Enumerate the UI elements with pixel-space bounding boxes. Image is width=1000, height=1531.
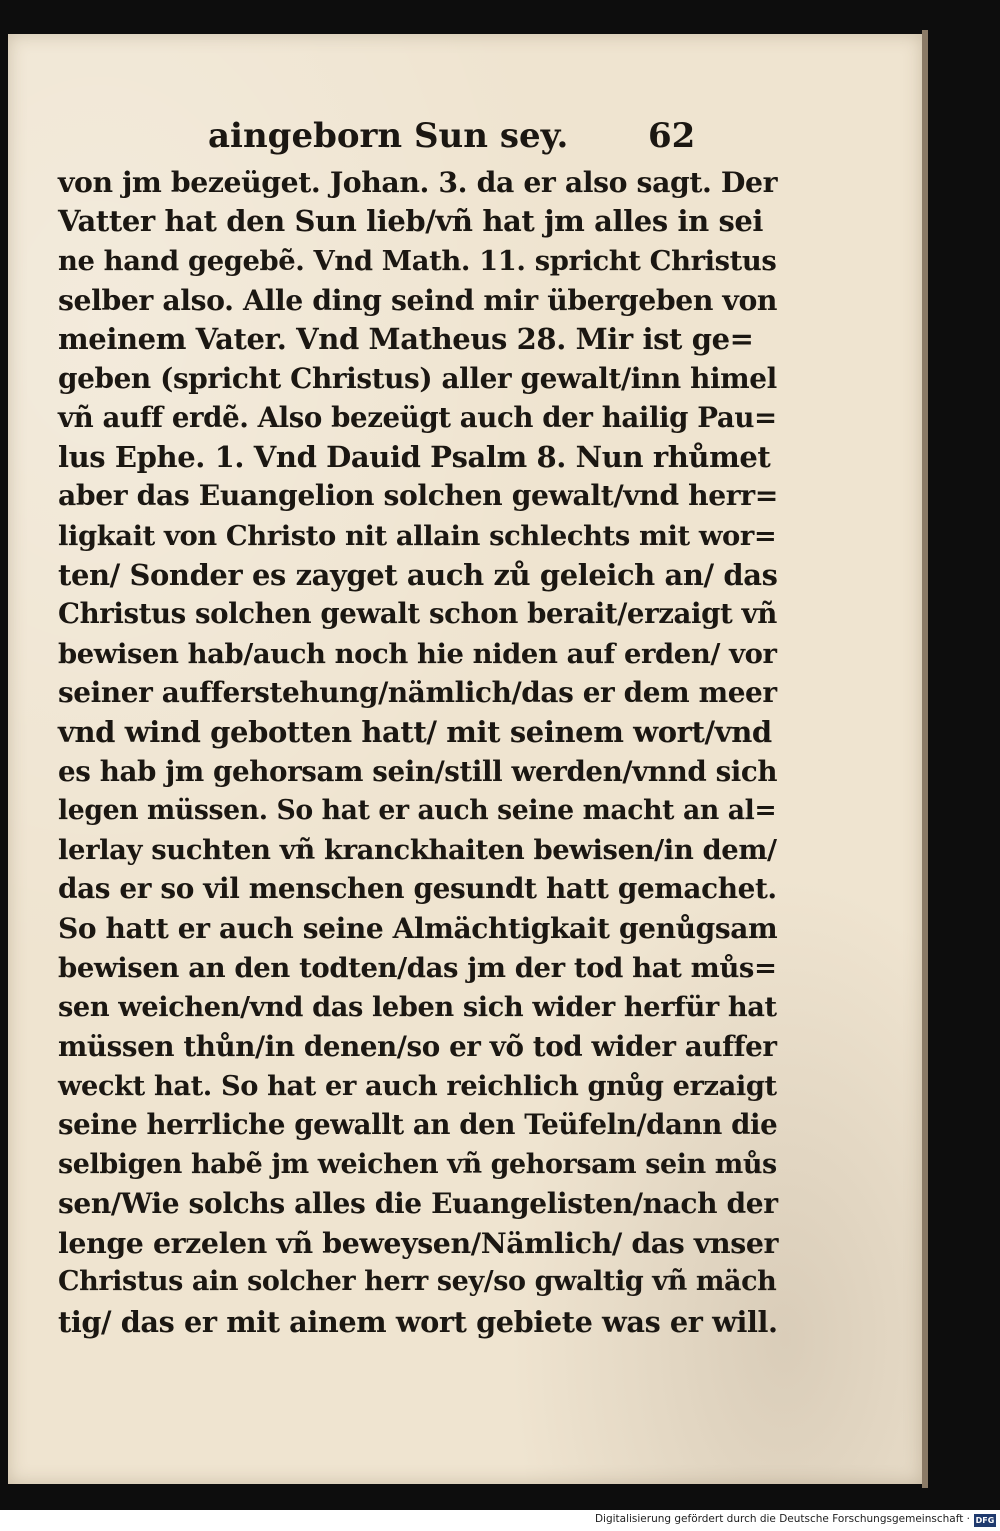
text-line: meinem Vater. Vnd Matheus 28. Mir ist ge= [58,322,754,357]
text-line: weckt hat. So hat er auch reichlich gnůg erzaigt [58,1069,777,1102]
text-line: vnd wind gebotten hatt/ mit seinem wort/vnd [58,715,772,750]
text-line: das er so vil menschen gesundt hatt gemachet. [58,872,777,906]
text-line: Christus solchen gewalt schon berait/erzaigt vñ [58,597,777,631]
text-line: bewisen an den todten/das jm der tod hat můs= [58,952,777,984]
dfg-logo-icon: DFG [975,1516,995,1525]
text-line: müssen thůn/in denen/so er võ tod wider auffer [58,1029,777,1063]
text-line: es hab jm gehorsam sein/still werden/vnnd sich [58,754,778,788]
text-line: aber das Euangelion solchen gewalt/vnd herr= [58,479,778,513]
text-line: seiner aufferstehung/nämlich/das er dem meer [58,675,777,709]
text-line: lus Ephe. 1. Vnd Dauid Psalm 8. Nun rhůmet [58,440,771,475]
text-line: tig/ das er mit ainem wort gebiete was er will. [58,1304,778,1339]
text-line: sen/Wie solchs alles die Euangelisten/nach der [58,1186,778,1220]
text-line: selbigen habẽ jm weichen vñ gehorsam sein můs [58,1148,777,1180]
text-line: ne hand gegebẽ. Vnd Math. 11. spricht Christus [58,244,777,277]
text-line: geben (spricht Christus) aller gewalt/inn himel [58,361,777,395]
page-edge [922,30,928,1488]
book-page [8,34,922,1484]
funding-credit: Digitalisierung gefördert durch die Deutsche Forschungsgemeinschaft · [594,1513,970,1525]
text-line: legen müssen. So hat er auch seine macht an al= [58,794,777,826]
text-line: vñ auff erdẽ. Also bezeügt auch der hailig Pau= [58,400,777,434]
text-block [58,162,788,1342]
text-line: ligkait von Christo nit allain schlechts mit wor= [58,519,777,552]
text-line: ten/ Sonder es zayget auch zů geleich an/ das [58,558,778,592]
folio-number: 62 [648,116,696,156]
text-line: seine herrliche gewallt an den Teüfeln/dann die [58,1108,778,1142]
text-line: So hatt er auch seine Almächtigkait genůgsam [58,911,778,945]
text-line: Christus ain solcher herr sey/so gwaltig vñ mäch [58,1266,777,1298]
text-line: lenge erzelen vñ beweysen/Nämlich/ das vnser [58,1226,779,1261]
text-line: selber also. Alle ding seind mir übergeben von [58,282,778,317]
running-head-title: aingeborn Sun sey. [208,116,569,156]
text-line: bewisen hab/auch noch hie niden auf erden/ vor [58,637,777,670]
text-line: sen weichen/vnd das leben sich wider herfür hat [58,991,777,1024]
footer-bar [0,1510,1000,1531]
text-line: von jm bezeüget. Johan. 3. da er also sagt. Der [58,165,778,199]
running-head [208,106,708,164]
text-line: Vatter hat den Sun lieb/vñ hat jm alles in sei [58,204,764,239]
text-line: lerlay suchten vñ kranckhaiten bewisen/in dem/ [58,834,777,867]
